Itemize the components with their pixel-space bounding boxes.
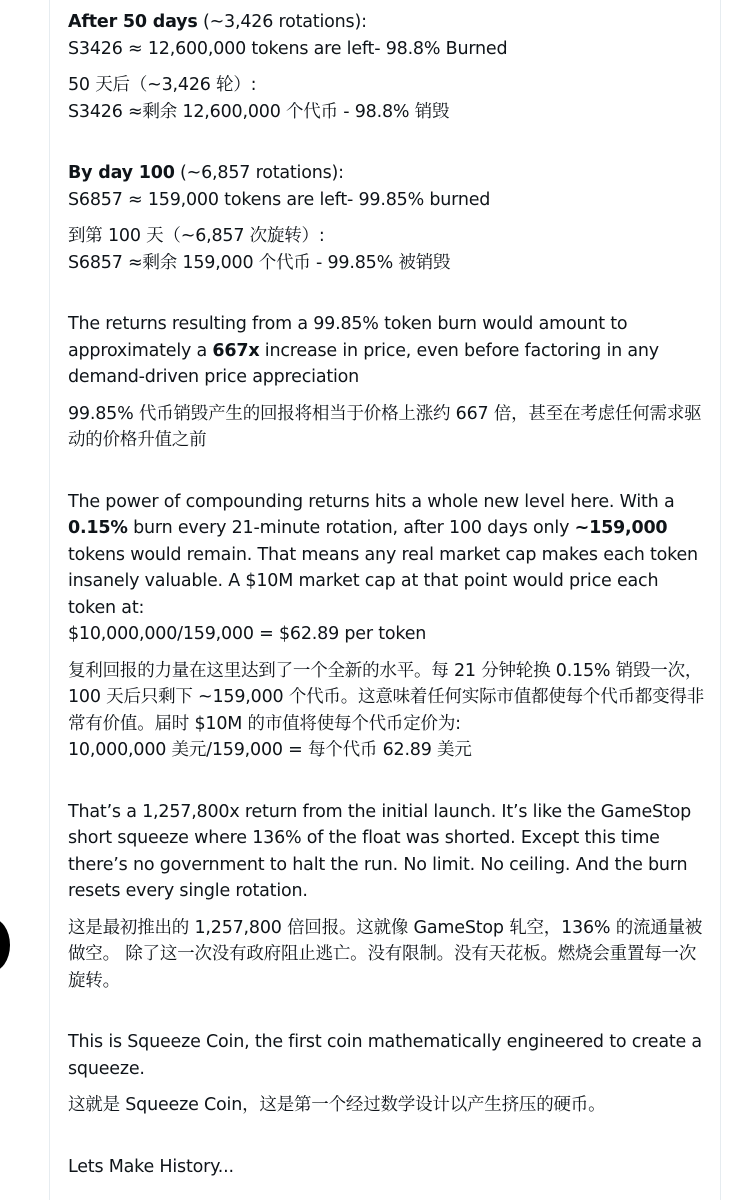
right-divider — [720, 0, 721, 1200]
section-100-days-line: S6857 ≈ 159,000 tokens are left- 99.85% burned — [68, 189, 491, 210]
compounding-text-3: tokens would remain. That means any real market cap makes each token insanely valuable. A $10M market cap at that point would price each token at: $10,000,000/159,000 = $62.89 per token — [68, 544, 698, 644]
tokens-remaining: ~159,000 — [574, 518, 668, 538]
gamestop-paragraph-en: That’s a 1,257,800x return from the initial launch. It’s like the GameStop short squeeze where 136% of the float was shorted. Except this time there’s no government to halt the run. No limit. No ceiling. And the burn resets every single rotation. — [68, 801, 692, 901]
compounding-text-1: The power of compounding returns hits a whole new level here. With a — [68, 491, 675, 512]
section-100-days-zh: 到第 100 天（~6,857 次旋转）: S6857 ≈剩余 159,000 个代币 - 99.85% 被销毁 — [68, 226, 451, 273]
returns-paragraph-en — [68, 311, 708, 391]
section-50-days-zh: 50 天后（~3,426 轮）: S3426 ≈剩余 12,600,000 个代币 - 98.8% 销毁 — [68, 75, 450, 122]
left-divider — [49, 0, 50, 1200]
heading-50-days: After 50 days — [68, 12, 198, 32]
compounding-text-2: burn every 21-minute rotation, after 100 days only — [127, 518, 575, 538]
gamestop-paragraph-zh: 这是最初推出的 1,257,800 倍回报。这就像 GameStop 轧空，136% 的流通量被做空。 除了这一次没有政府阻止逃亡。没有限制。没有天花板。燃烧会重置每一次旋转。 — [68, 917, 703, 991]
section-100-days-en — [68, 160, 708, 187]
returns-text-2: increase in price, even before factoring in any demand-driven price appreciation — [68, 340, 659, 387]
floating-action-button[interactable] — [0, 918, 10, 972]
compounding-paragraph-zh: 复利回报的力量在这里达到了一个全新的水平。每 21 分钟轮换 0.15% 销毁一次，100 天后只剩下 ~159,000 个代币。这意味着任何实际市值都使每个代币都变得非常有价值。届时 $10M 的市值将使每个代币定价为: 10,000,000 美元/159,000 = 每个代币 62.89 美元 — [68, 660, 705, 760]
paragraph-gap — [68, 994, 708, 1029]
burn-rate: 0.15% — [68, 518, 128, 538]
heading-100-days-rest: (~6,857 rotations): — [174, 163, 344, 183]
section-50-days-line: S3426 ≈ 12,600,000 tokens are left- 98.8% Burned — [68, 38, 508, 59]
paragraph-gap — [68, 125, 708, 160]
post-body — [68, 9, 708, 1180]
paragraph-gap — [68, 1119, 708, 1154]
closing-line: Lets Make History... — [68, 1156, 234, 1177]
heading-50-days-rest: (~3,426 rotations): — [197, 12, 367, 32]
paragraph-gap — [68, 276, 708, 311]
returns-paragraph-zh: 99.85% 代币销毁产生的回报将相当于价格上涨约 667 倍，甚至在考虑任何需求驱动的价格升值之前 — [68, 403, 702, 450]
squeeze-coin-paragraph-zh: 这就是 Squeeze Coin，这是第一个经过数学设计以产生挤压的硬币。 — [68, 1095, 606, 1115]
compounding-paragraph-en — [68, 489, 708, 648]
returns-multiplier: 667x — [212, 340, 260, 361]
paragraph-gap — [68, 454, 708, 489]
heading-100-days: By day 100 — [68, 163, 175, 183]
returns-text-1: The returns resulting from a 99.85% token burn would amount to approximately a — [68, 314, 628, 361]
section-50-days-en — [68, 9, 708, 36]
squeeze-coin-paragraph-en: This is Squeeze Coin, the first coin mathematically engineered to create a squeeze. — [68, 1032, 702, 1079]
paragraph-gap — [68, 764, 708, 799]
